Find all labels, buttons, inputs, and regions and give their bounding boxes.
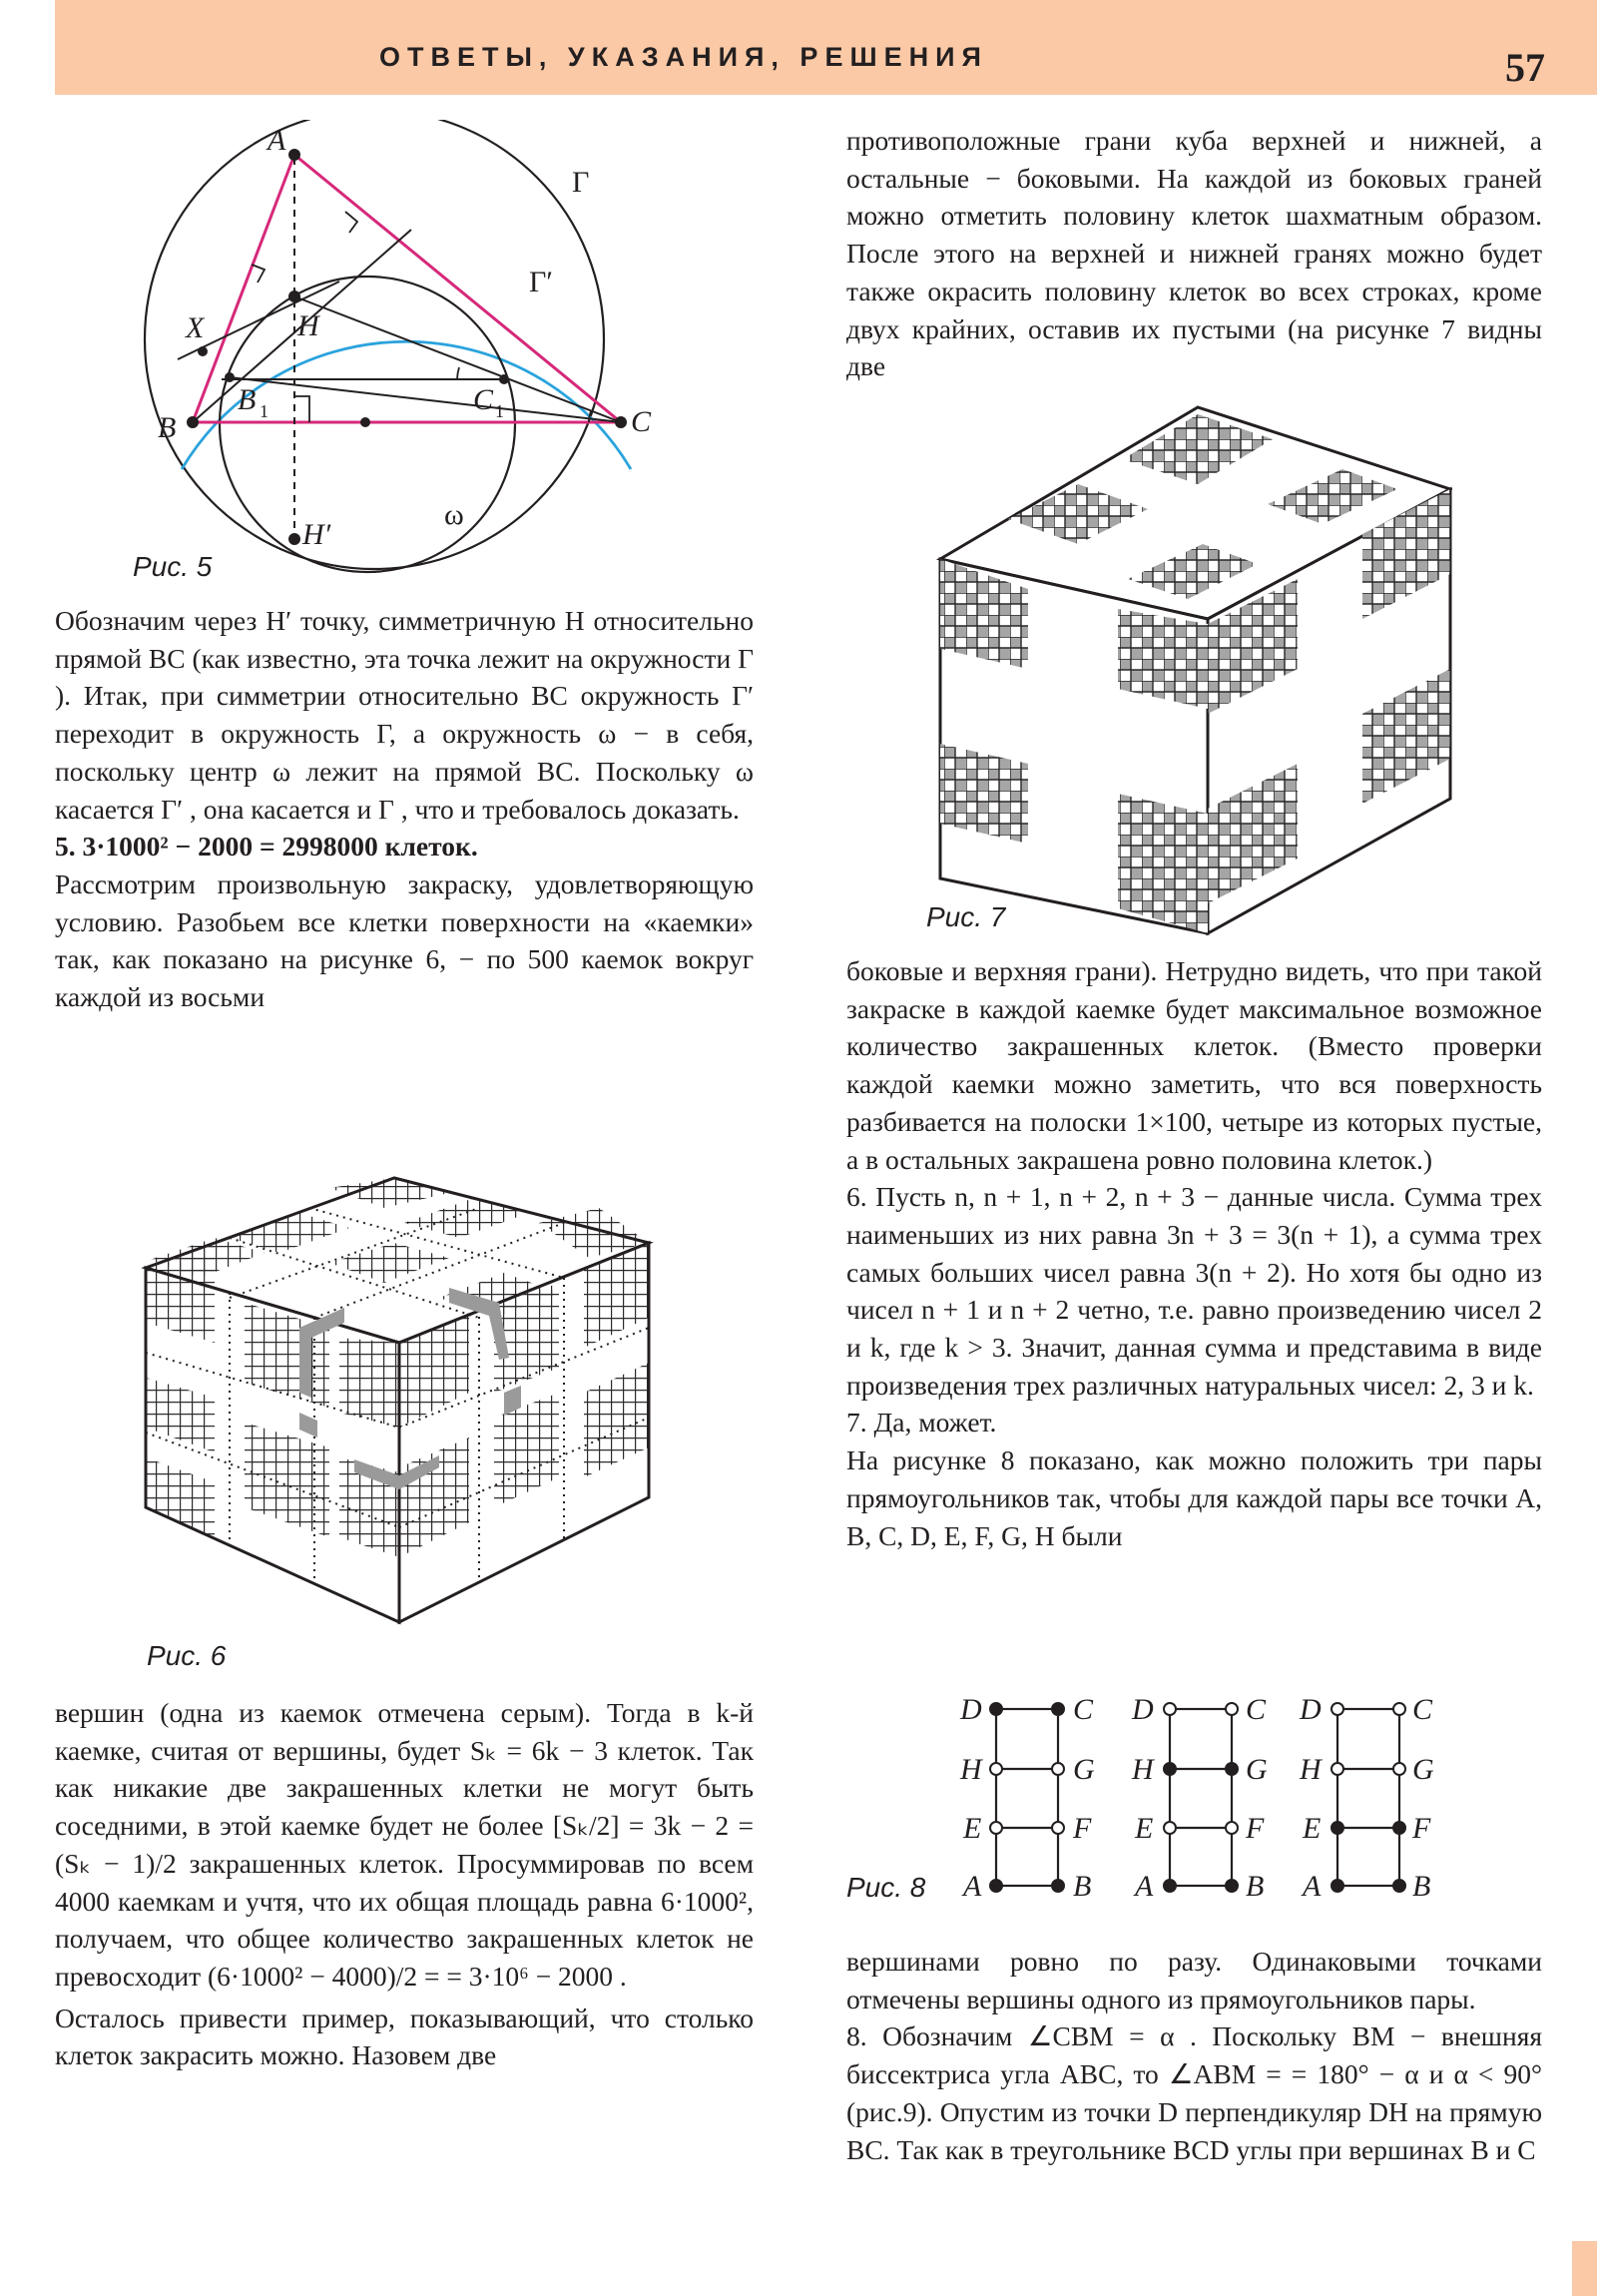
- caption-fig7: Рис. 7: [926, 901, 1006, 932]
- f8-label-G: G: [1073, 1753, 1095, 1786]
- f8-label-B: B: [1246, 1870, 1265, 1903]
- f8-label-C: C: [1412, 1693, 1433, 1726]
- label-B: B: [158, 411, 177, 444]
- left-column-bottom: [55, 1694, 754, 2074]
- paragraph: противоположные грани куба верхней и нижней, а остальные − боковыми. На каждой из боковых граней можно отметить половину клеток шахматным образом. После этого на верхней и нижней гранях можно будет также окрасить половину клеток во всех строках, кроме двух крайних, оставив их пустыми (на рисунке 7 видны две: [846, 125, 1542, 382]
- answer-6: 6. Пусть n, n + 1, n + 2, n + 3 − данные числа. Сумма трех наименьших из них равна 3n + 3 = 3(n + 1), а сумма трех самых больших чисел равна 3(n + 2). Но хотя бы одно из чисел n + 1 и n + 2 четно, т.е. равно произведению чисел 2 и k, где k > 3. Значит, данная сумма и представима в виде произведения трех различных натуральных чисел: 2, 3 и k.: [846, 1181, 1542, 1401]
- f8-label-A: A: [1303, 1870, 1322, 1903]
- f8-label-D: D: [960, 1693, 982, 1726]
- f8-label-C: C: [1073, 1693, 1094, 1726]
- f8-label-A: A: [1135, 1870, 1154, 1903]
- caption-fig5: Рис. 5: [133, 551, 213, 582]
- f8-label-G: G: [1246, 1753, 1268, 1786]
- label-gamma-prime: Γ′: [529, 266, 553, 298]
- answer-8: 8. Обозначим ∠CBM = α . Поскольку BM − внешняя биссектриса угла ABC, то ∠ABM = = 180° − α и α < 90° (рис.9). Опустим из точки D перпендикуляр DH на прямую BC. Так как в треугольнике BCD углы при вершинах B и C: [846, 2020, 1542, 2165]
- f8-label-E: E: [963, 1812, 982, 1845]
- figure-7: [933, 399, 1452, 943]
- label-gamma: Γ: [572, 166, 590, 199]
- paragraph: Обозначим через H′ точку, симметричную H относительно прямой BC (как известно, эта точка лежит на окружности Γ ). Итак, при симметрии относительно BC окружность Γ′ переходит в окружность Γ, а окружность ω − в себя, поскольку центр ω лежит на прямой BC. Поскольку ω касается Γ′ , она касается и Γ , что и требовалось доказать.: [55, 605, 754, 825]
- page-edge-tab: [1572, 2241, 1597, 2296]
- label-B1-sub: 1: [260, 401, 268, 421]
- paragraph: Осталось привести пример, показывающий, что столько клеток закрасить можно. Назовем две: [55, 2002, 754, 2071]
- label-C1-sub: 1: [495, 401, 504, 421]
- f8-label-H: H: [1132, 1753, 1154, 1786]
- f8-label-E: E: [1135, 1812, 1154, 1845]
- f8-label-H: H: [1300, 1753, 1322, 1786]
- paragraph: вершин (одна из каемок отмечена серым). Тогда в k-й каемке, считая от вершины, будет Sₖ = 6k − 3 клеток. Так как никакие две закрашенных клетки не могут быть соседними, в этой каемке будет не более [Sₖ/2] = 3k − 2 = (Sₖ − 1)/2 закрашенных клеток. Просуммировав по всем 4000 каемкам и учтя, что их общая площадь равна 6·1000², получаем, что общее количество закрашенных клеток не превосходит (6·1000² − 4000)/2 = = 3·10⁶ − 2000 .: [55, 1697, 754, 1992]
- right-column-middle: [846, 952, 1542, 1554]
- left-column-top: [55, 602, 754, 1016]
- paragraph: боковые и верхняя грани). Нетрудно видеть, что при такой закраске в каждой каемке будет максимальное возможное количество закрашенных клеток. (Вместо проверки каждой каемки можно заметить, что вся поверхность разбивается на полоски 1×100, четыре из которых пустые, а в остальных закрашена ровно половина клеток.): [846, 955, 1542, 1175]
- paragraph: вершинами ровно по разу. Одинаковыми точками отмечены вершины одного из прямоугольников пары.: [846, 1946, 1542, 2014]
- running-title: ОТВЕТЫ, УКАЗАНИЯ, РЕШЕНИЯ: [379, 42, 988, 72]
- f8-label-D: D: [1132, 1693, 1154, 1726]
- label-H: H: [297, 309, 319, 342]
- paragraph: Рассмотрим произвольную закраску, удовлетворяющую условию. Разобьем все клетки поверхности на «каемки» так, как показано на рисунке 6, − по 500 каемок вокруг каждой из восьми: [55, 867, 754, 1013]
- label-A: A: [267, 124, 286, 157]
- label-B1: B: [238, 383, 257, 416]
- f8-label-F: F: [1073, 1812, 1092, 1845]
- right-column-bottom: [846, 1943, 1542, 2168]
- answer-5: 5. 3·1000² − 2000 = 2998000 клеток.: [55, 831, 478, 862]
- f8-label-H: H: [960, 1753, 982, 1786]
- label-omega: ω: [444, 498, 464, 531]
- figure-5: [120, 120, 679, 599]
- page-number: 57: [1505, 45, 1545, 90]
- caption-fig8: Рис. 8: [846, 1872, 926, 1903]
- caption-fig6: Рис. 6: [147, 1640, 227, 1671]
- figure-6: [140, 1118, 679, 1637]
- figure-8: [953, 1687, 1452, 1912]
- f8-label-G: G: [1412, 1753, 1434, 1786]
- f8-label-B: B: [1412, 1870, 1431, 1903]
- paragraph: На рисунке 8 показано, как можно положить три пары прямоугольников так, чтобы для каждой пары все точки A, B, C, D, E, F, G, H были: [846, 1444, 1542, 1551]
- label-C1: C: [473, 383, 494, 416]
- right-column-top: [846, 122, 1542, 385]
- label-H-prime: H′: [302, 518, 331, 551]
- label-X: X: [186, 311, 205, 344]
- triangle-abc: [193, 155, 621, 422]
- f8-label-F: F: [1246, 1812, 1265, 1845]
- f8-label-E: E: [1303, 1812, 1322, 1845]
- f8-label-A: A: [963, 1870, 982, 1903]
- f8-label-D: D: [1300, 1693, 1322, 1726]
- f8-label-C: C: [1246, 1693, 1267, 1726]
- label-C: C: [631, 405, 652, 438]
- f8-label-B: B: [1073, 1870, 1092, 1903]
- f8-label-F: F: [1412, 1812, 1431, 1845]
- answer-7: 7. Да, может.: [846, 1407, 997, 1438]
